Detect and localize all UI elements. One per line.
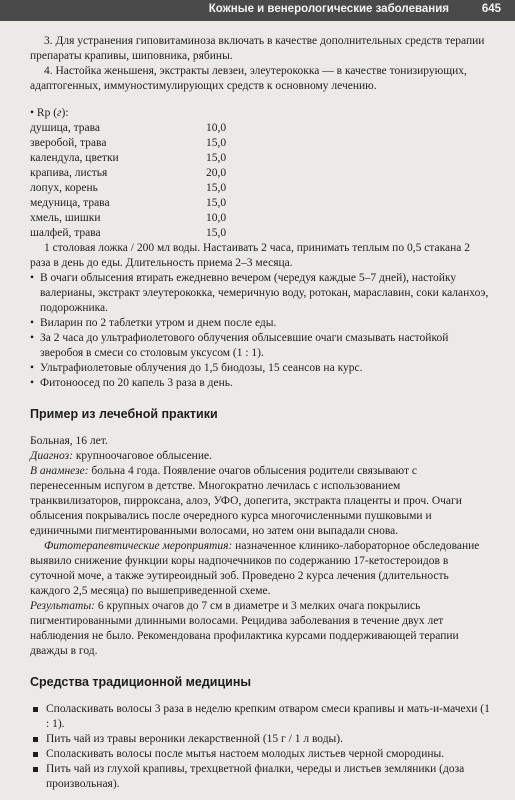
diagnosis-label: Диагноз: bbox=[30, 450, 73, 462]
bullet-item bbox=[30, 376, 490, 391]
traditional-item bbox=[30, 747, 490, 762]
recipe-row bbox=[30, 136, 490, 151]
recipe-rp-unit: г bbox=[57, 107, 62, 119]
traditional-text: Пить чай из травы вероники лекарственной (15 г / 1 л воды). bbox=[46, 733, 343, 745]
traditional-list bbox=[30, 702, 490, 792]
herb-name: лопух, корень bbox=[30, 182, 98, 194]
bullet-mark: • bbox=[30, 332, 35, 344]
anamnesis-label: В анамнезе: bbox=[30, 465, 89, 477]
case-results bbox=[30, 599, 490, 659]
square-bullet bbox=[33, 752, 38, 757]
herb-qty: 15,0 bbox=[206, 182, 227, 194]
herb-qty: 10,0 bbox=[206, 122, 227, 134]
bullet-text: За 2 часа до ультрафиолетового облучения облысевшие очаги смазывать настойкой зверобоя в смеси со столовым уксусом (1 : 1). bbox=[40, 332, 449, 359]
traditional-item bbox=[30, 732, 490, 747]
bullet-item bbox=[30, 316, 490, 331]
case-heading: Пример из лечебной практики bbox=[30, 407, 218, 421]
herb-name: крапива, листья bbox=[30, 167, 108, 179]
diagnosis-text: крупноочаговое облысение. bbox=[72, 450, 212, 462]
therapy-text: назначенное клинико-лабораторное обследование выявило снижение функции коры надпочечников по содержанию 17-кетостероидов в суточной моче, а также эутиреоидный зоб. Проведено 2 курса лечения (длительность каждого 2,5 месяца) по вышеприведенной схеме. bbox=[30, 540, 480, 597]
bullet-text: Фитоноосед по 20 капель 3 раза в день. bbox=[40, 377, 233, 389]
running-header bbox=[0, 0, 515, 21]
traditional-text: Споласкивать волосы 3 раза в неделю крепким отваром смеси крапивы и мать-и-мачехи (1 : 1). bbox=[46, 703, 490, 730]
recipe-rp-suffix: ): bbox=[61, 107, 69, 119]
square-bullet bbox=[33, 737, 38, 742]
case-therapy bbox=[30, 539, 490, 599]
bullet-item bbox=[30, 271, 490, 316]
results-label: Результаты: bbox=[30, 600, 95, 612]
herb-qty: 20,0 bbox=[206, 167, 227, 179]
therapy-label: Фитотерапевтические мероприятия: bbox=[44, 540, 233, 552]
item-3: 3. Для устранения гиповитаминоза включать в качестве дополнительных средств терапии препараты крапивы, шиповника, рябины. bbox=[30, 35, 485, 62]
traditional-item bbox=[30, 702, 490, 732]
recipe-row bbox=[30, 121, 490, 136]
herb-qty: 15,0 bbox=[206, 197, 227, 209]
bullet-text: Ультрафиолетовые облучения до 1,5 биодозы, 15 сеансов на курс. bbox=[40, 362, 363, 374]
square-bullet bbox=[33, 767, 38, 772]
recipe-bullet: • bbox=[30, 107, 35, 119]
item-4: 4. Настойка женьшеня, экстракты левзеи, элеутерококка — в качестве тонизирующих, адаптогенных, иммуностимулирующих средств к основному лечению. bbox=[30, 65, 467, 92]
anamnesis-text: больна 4 года. Появление очагов облысения родители связывают с перенесенным испугом в детстве. Многократно лечилась с использованием транквилизаторов, пирроксана, алоэ, УФО, допегита, экстракта плаценты и проч. Очаги облысения покрывались после очередного курса многочисленными пушковыми и единичными пигментированными волосами, но затем они выпадали снова. bbox=[30, 465, 462, 537]
herb-name: душица, трава bbox=[30, 122, 101, 134]
herb-name: медуница, трава bbox=[30, 197, 110, 209]
bullet-mark: • bbox=[30, 272, 35, 284]
recipe-row bbox=[30, 211, 490, 226]
traditional-text: Споласкивать волосы после мытья настоем молодых листьев черной смородины. bbox=[46, 748, 445, 760]
herb-qty: 15,0 bbox=[206, 152, 227, 164]
herb-qty: 10,0 bbox=[206, 212, 227, 224]
herb-name: хмель, шишки bbox=[30, 212, 101, 224]
page-content bbox=[30, 34, 490, 792]
herb-name: зверобой, трава bbox=[30, 137, 107, 149]
case-anamnesis bbox=[30, 464, 490, 539]
herb-qty: 15,0 bbox=[206, 137, 227, 149]
bullet-mark: • bbox=[30, 362, 35, 374]
recipe-table bbox=[30, 121, 490, 241]
recipe-instruction: 1 столовая ложка / 200 мл воды. Настаивать 2 часа, принимать теплым по 0,5 стакана 2 раза в день до еды. Длительность приема 2–3 месяца. bbox=[30, 242, 470, 269]
recipe-row bbox=[30, 181, 490, 196]
herb-qty: 15,0 bbox=[206, 227, 227, 239]
traditional-item bbox=[30, 762, 490, 792]
herb-name: календула, цветки bbox=[30, 152, 119, 164]
herb-name: шалфей, трава bbox=[30, 227, 101, 239]
square-bullet bbox=[33, 707, 38, 712]
bullet-item bbox=[30, 361, 490, 376]
traditional-heading: Средства традиционной медицины bbox=[30, 675, 252, 689]
recipe-rp-prefix: Rp ( bbox=[36, 107, 58, 119]
bullet-mark: • bbox=[30, 377, 35, 389]
recipe-row bbox=[30, 226, 490, 241]
recipe-row bbox=[30, 196, 490, 211]
bullet-text: В очаги облысения втирать ежедневно вечером (чередуя каждые 5–7 дней), настойку валерианы, экстракт элеутерококка, чемеричную воду, ротокан, мараславин, соки каланхоэ, подорожника. bbox=[40, 272, 489, 314]
recipe-row bbox=[30, 166, 490, 181]
bullet-text: Виларин по 2 таблетки утром и днем после еды. bbox=[40, 317, 277, 329]
bullet-list bbox=[30, 271, 490, 391]
bullet-item bbox=[30, 331, 490, 361]
recipe-row bbox=[30, 151, 490, 166]
page-number: 645 bbox=[481, 3, 501, 15]
traditional-text: Пить чай из глухой крапивы, трехцветной фиалки, череды и листьев земляники (доза произвольная). bbox=[46, 763, 465, 790]
bullet-mark: • bbox=[30, 317, 35, 329]
results-text: 6 крупных очагов до 7 см в диаметре и 3 мелких очага покрылись пигментированными длинными волосами. Рецидива заболевания в течение двух лет наблюдения не было. Рекомендована профилактика курсами поддерживающей терапии дважды в год. bbox=[30, 600, 459, 657]
case-patient: Больная, 16 лет. bbox=[30, 435, 108, 447]
recipe-header bbox=[30, 106, 490, 121]
header-title: Кожные и венерологические заболевания bbox=[208, 3, 449, 15]
case-diagnosis bbox=[30, 449, 490, 464]
